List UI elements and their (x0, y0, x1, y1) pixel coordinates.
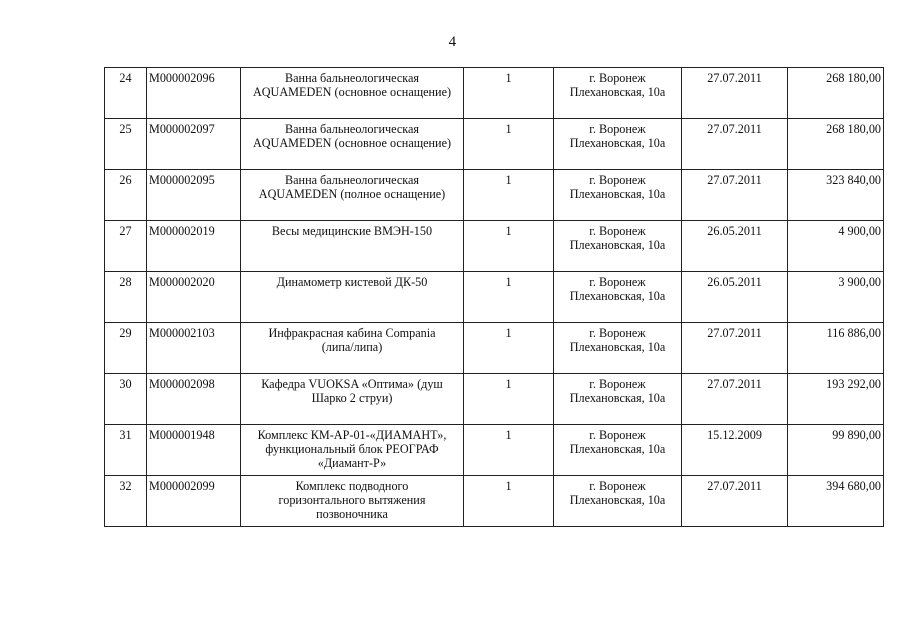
row-number-cell: 25 (105, 119, 147, 170)
location-cell (554, 272, 682, 323)
item-name-cell (241, 476, 464, 527)
location-cell-line: Плехановская, 10а (569, 493, 666, 507)
price-cell: 4 900,00 (788, 221, 884, 272)
item-name-cell-line: Кафедра VUOKSA «Оптима» (душ (261, 377, 443, 391)
location-cell (554, 170, 682, 221)
location-cell (554, 119, 682, 170)
row-number-cell: 26 (105, 170, 147, 221)
item-name-cell-line: Ванна бальнеологическая (285, 71, 419, 85)
row-number-cell: 28 (105, 272, 147, 323)
inventory-code-cell: М000002103 (147, 323, 241, 374)
row-number-cell: 31 (105, 425, 147, 476)
price-cell: 394 680,00 (788, 476, 884, 527)
price-cell: 268 180,00 (788, 68, 884, 119)
item-name-cell (241, 119, 464, 170)
date-cell: 27.07.2011 (682, 68, 788, 119)
price-cell: 193 292,00 (788, 374, 884, 425)
item-name-cell-line: AQUAMEDEN (основное оснащение) (252, 85, 452, 99)
quantity-cell: 1 (464, 374, 554, 425)
location-cell (554, 374, 682, 425)
item-name-cell-line: AQUAMEDEN (основное оснащение) (252, 136, 452, 150)
location-cell (554, 323, 682, 374)
inventory-table (104, 67, 884, 527)
location-cell-line: г. Воронеж (589, 275, 646, 289)
item-name-cell (241, 68, 464, 119)
item-name-cell-line: Инфракрасная кабина Compania (268, 326, 436, 340)
price-cell: 99 890,00 (788, 425, 884, 476)
page-number: 4 (448, 34, 457, 50)
location-cell-line: г. Воронеж (589, 173, 646, 187)
table-row (105, 272, 884, 323)
inventory-code-cell: М000001948 (147, 425, 241, 476)
location-cell-line: г. Воронеж (589, 428, 646, 442)
item-name-cell-line: Динамометр кистевой ДК-50 (276, 275, 428, 289)
location-cell-line: г. Воронеж (589, 224, 646, 238)
item-name-cell-line: Ванна бальнеологическая (285, 122, 419, 136)
inventory-code-cell: М000002095 (147, 170, 241, 221)
table-row (105, 68, 884, 119)
table-row (105, 170, 884, 221)
location-cell-line: Плехановская, 10а (569, 136, 666, 150)
table-row (105, 221, 884, 272)
row-number-cell: 27 (105, 221, 147, 272)
inventory-code-cell: М000002096 (147, 68, 241, 119)
row-number-cell: 30 (105, 374, 147, 425)
table-body (105, 68, 884, 527)
inventory-code-cell: М000002098 (147, 374, 241, 425)
date-cell: 26.05.2011 (682, 221, 788, 272)
quantity-cell: 1 (464, 221, 554, 272)
location-cell-line: г. Воронеж (589, 479, 646, 493)
item-name-cell-line: позвоночника (316, 507, 388, 521)
date-cell: 27.07.2011 (682, 170, 788, 221)
item-name-cell-line: Весы медицинские ВМЭН-150 (271, 224, 433, 238)
item-name-cell-line: Комплекс КМ-АР-01-«ДИАМАНТ», (257, 428, 447, 442)
location-cell-line: г. Воронеж (589, 326, 646, 340)
item-name-cell-line: Комплекс подводного (295, 479, 409, 493)
location-cell-line: Плехановская, 10а (569, 238, 666, 252)
item-name-cell (241, 170, 464, 221)
table-row (105, 119, 884, 170)
row-number-cell: 29 (105, 323, 147, 374)
location-cell-line: Плехановская, 10а (569, 442, 666, 456)
item-name-cell-line: Ванна бальнеологическая (285, 173, 419, 187)
price-cell: 3 900,00 (788, 272, 884, 323)
date-cell: 27.07.2011 (682, 476, 788, 527)
location-cell-line: г. Воронеж (589, 71, 646, 85)
item-name-cell-line: AQUAMEDEN (полное оснащение) (258, 187, 446, 201)
date-cell: 15.12.2009 (682, 425, 788, 476)
location-cell-line: Плехановская, 10а (569, 289, 666, 303)
row-number-cell: 32 (105, 476, 147, 527)
inventory-code-cell: М000002020 (147, 272, 241, 323)
inventory-code-cell: М000002099 (147, 476, 241, 527)
location-cell (554, 221, 682, 272)
price-cell: 268 180,00 (788, 119, 884, 170)
price-cell: 116 886,00 (788, 323, 884, 374)
date-cell: 26.05.2011 (682, 272, 788, 323)
quantity-cell: 1 (464, 323, 554, 374)
location-cell-line: Плехановская, 10а (569, 85, 666, 99)
quantity-cell: 1 (464, 272, 554, 323)
item-name-cell-line: (липа/липа) (321, 340, 383, 354)
date-cell: 27.07.2011 (682, 119, 788, 170)
quantity-cell: 1 (464, 425, 554, 476)
item-name-cell-line: горизонтального вытяжения (278, 493, 426, 507)
item-name-cell (241, 374, 464, 425)
inventory-code-cell: М000002097 (147, 119, 241, 170)
table-row (105, 374, 884, 425)
price-cell: 323 840,00 (788, 170, 884, 221)
location-cell-line: г. Воронеж (589, 122, 646, 136)
item-name-cell (241, 272, 464, 323)
inventory-code-cell: М000002019 (147, 221, 241, 272)
table-row (105, 323, 884, 374)
item-name-cell-line: функциональный блок РЕОГРАФ (265, 442, 439, 456)
quantity-cell: 1 (464, 170, 554, 221)
item-name-cell (241, 221, 464, 272)
quantity-cell: 1 (464, 119, 554, 170)
location-cell-line: г. Воронеж (589, 377, 646, 391)
item-name-cell (241, 323, 464, 374)
location-cell (554, 425, 682, 476)
location-cell (554, 68, 682, 119)
date-cell: 27.07.2011 (682, 374, 788, 425)
table-row (105, 476, 884, 527)
location-cell-line: Плехановская, 10а (569, 391, 666, 405)
quantity-cell: 1 (464, 68, 554, 119)
location-cell (554, 476, 682, 527)
quantity-cell: 1 (464, 476, 554, 527)
table-row (105, 425, 884, 476)
item-name-cell-line: Шарко 2 струи) (311, 391, 393, 405)
item-name-cell (241, 425, 464, 476)
row-number-cell: 24 (105, 68, 147, 119)
location-cell-line: Плехановская, 10а (569, 187, 666, 201)
date-cell: 27.07.2011 (682, 323, 788, 374)
location-cell-line: Плехановская, 10а (569, 340, 666, 354)
item-name-cell-line: «Диамант-Р» (317, 456, 387, 470)
